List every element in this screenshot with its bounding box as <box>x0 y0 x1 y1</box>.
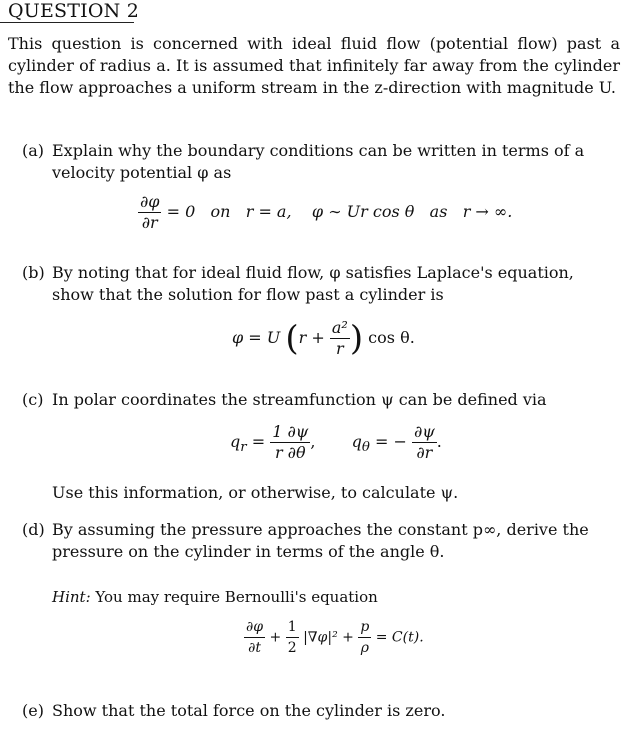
part-d-text: By assuming the pressure approaches the constant p∞, derive the pressure on the cylinder in terms of the angle θ. <box>52 520 589 561</box>
bernoulli-frac-1 <box>244 617 265 658</box>
bernoulli-rhs: = C(t). <box>375 629 424 646</box>
qtheta-subscript: θ <box>361 440 370 456</box>
part-a-fraction <box>138 192 161 233</box>
bernoulli-mid: |∇φ|² + <box>303 629 354 646</box>
bernoulli-equation: $\frac{\partial\varphi}{\partial t}$ + $\frac{1}{2}$ |∇φ|² + $\frac{p}{\rho}$ = C(t). <box>246 619 424 656</box>
question-intro: This question is concerned with ideal fluid flow (potential flow) past a cylinder of radius a. It is assumed that infinitely far away from the cylinder the flow approaches a uniform stream in the z-direction with magnitude U. <box>8 34 620 97</box>
bernoulli-den-3: ρ <box>360 640 369 656</box>
bernoulli-num-3: p <box>358 617 371 638</box>
hint-label: Hint: <box>52 588 91 606</box>
qr-subscript: r <box>240 440 247 456</box>
part-c-equation: $q_r$ = $\frac{1 \partial\psi}{r \partial\theta}$ , $q_\theta$ = − $\frac{\partial\psi}{\partial r}$ . <box>230 422 442 462</box>
part-c-text: In polar coordinates the streamfunction ψ can be defined via <box>52 390 547 409</box>
qr-fraction <box>270 422 310 463</box>
hint-text: You may require Bernoulli's equation <box>95 588 378 606</box>
bernoulli-frac-2 <box>286 617 299 658</box>
qtheta-symbol: q <box>351 432 362 451</box>
qtheta-fraction <box>412 422 437 463</box>
heading-underline <box>0 22 134 23</box>
part-a-eq-denominator: ∂r <box>141 213 158 232</box>
part-a-eq-rest: = 0 on r = a, φ ∼ Ur cos θ as r → ∞. <box>166 202 513 221</box>
qr-denominator: r ∂θ <box>274 443 306 462</box>
part-b-label: (b) <box>22 263 45 282</box>
part-e-text: Show that the total force on the cylinder is zero. <box>52 701 446 720</box>
part-e-label: (e) <box>22 701 44 720</box>
part-d-label: (d) <box>22 520 45 539</box>
part-b-fraction <box>330 318 350 359</box>
part-b-equation <box>232 318 415 359</box>
qr-symbol: q <box>230 432 241 451</box>
qtheta-denominator: ∂r <box>416 443 433 462</box>
question-heading: QUESTION 2 <box>8 0 139 22</box>
qtheta-numerator: ∂ψ <box>413 422 435 441</box>
part-b-eq-tail: cos θ. <box>368 328 415 347</box>
bernoulli-num-1: ∂φ <box>244 617 265 638</box>
part-b-eq-denominator: r <box>336 339 344 358</box>
part-b-eq-numerator: a² <box>331 318 348 337</box>
part-a-eq-numerator: ∂φ <box>140 192 160 211</box>
part-b-text: By noting that for ideal fluid flow, φ satisfies Laplace's equation, show that the solution for flow past a cylinder is <box>52 263 574 304</box>
hint <box>52 588 378 606</box>
bernoulli-den-1: ∂t <box>248 640 261 656</box>
bernoulli-num-2: 1 <box>286 617 299 638</box>
part-c-label: (c) <box>22 390 44 409</box>
part-c-follow: Use this information, or otherwise, to calculate ψ. <box>52 483 459 502</box>
bernoulli-den-2: 2 <box>287 640 297 656</box>
part-a-equation <box>138 192 512 233</box>
left-paren: ( <box>285 318 299 359</box>
bernoulli-frac-3 <box>358 617 371 658</box>
part-a-label: (a) <box>22 141 45 160</box>
right-paren: ) <box>349 318 364 359</box>
part-a-text: Explain why the boundary conditions can be written in terms of a velocity potential φ as <box>52 141 585 182</box>
qr-numerator: 1 ∂ψ <box>272 422 309 441</box>
part-b-eq-r: r + <box>298 328 325 347</box>
part-b-eq-lhs: φ = U <box>232 328 281 347</box>
